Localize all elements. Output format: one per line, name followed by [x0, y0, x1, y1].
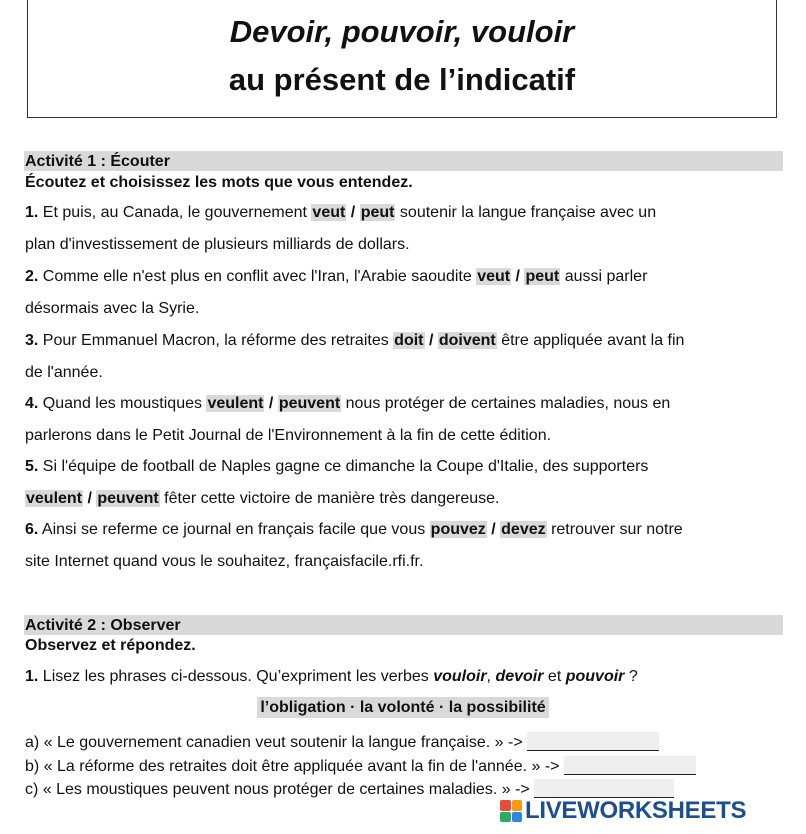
logo-square-icon: [500, 812, 511, 823]
item6-line1: [25, 521, 683, 539]
liveworksheets-text: LIVEWORKSHEETS: [525, 797, 747, 824]
choice-option[interactable]: doivent: [438, 332, 496, 349]
question1: [25, 668, 638, 686]
sentence-b: [25, 756, 696, 776]
item3-line1: [25, 332, 684, 350]
choice-option[interactable]: devez: [501, 521, 546, 538]
choice-option[interactable]: peut: [360, 204, 395, 221]
choice-option[interactable]: peut: [525, 268, 560, 285]
item-text: fêter cette victoire de manière très dangereuse.: [164, 490, 500, 507]
choice-option[interactable]: peuvent: [97, 490, 159, 507]
item-number: 6.: [25, 521, 39, 538]
item4-line2: parlerons dans le Petit Journal de l'Environnement à la fin de cette édition.: [25, 427, 552, 444]
answer-input[interactable]: [564, 756, 696, 775]
item-number: 1.: [25, 204, 39, 221]
item-number: 3.: [25, 332, 39, 349]
item-text: nous protéger de certaines maladies, nous en: [345, 395, 671, 412]
choice-separator: /: [491, 521, 496, 538]
choice-separator: /: [350, 204, 356, 221]
item3-line2: de l'année.: [25, 364, 103, 381]
item-text: aussi parler: [564, 268, 648, 285]
item6-line2: site Internet quand vous le souhaitez, françaisfacile.rfi.fr.: [25, 553, 424, 570]
item1-line2: plan d'investissement de plusieurs milliards de dollars.: [25, 236, 410, 253]
item5-line2: [25, 490, 499, 508]
item-text: retrouver sur notre: [551, 521, 683, 538]
verb-vouloir: vouloir: [433, 668, 487, 685]
logo-square-icon: [512, 812, 523, 823]
item-number: 4.: [25, 395, 39, 412]
choice-separator: /: [515, 268, 520, 285]
verb-pouvoir: pouvoir: [565, 668, 625, 685]
choice-separator: /: [428, 332, 434, 349]
item5-line1: [25, 458, 648, 476]
item-text: être appliquée avant la fin: [501, 332, 685, 349]
question-text: Lisez les phrases ci-dessous. Qu’expriment les verbes: [42, 668, 429, 685]
page-subtitle: au présent de l’indicatif: [228, 62, 576, 97]
choice-option[interactable]: veulent: [207, 395, 264, 412]
item-text: Comme elle n'est plus en conflit avec l'Iran, l'Arabie saoudite: [42, 268, 472, 285]
question-number: 1.: [25, 668, 39, 685]
item4-line1: [25, 395, 670, 413]
item1-line1: [25, 204, 656, 222]
activity1-instruction: Écoutez et choisissez les mots que vous entendez.: [25, 174, 413, 191]
liveworksheets-logo-icon: [500, 800, 522, 822]
item-text: soutenir la langue française avec un: [399, 204, 657, 221]
item2-line1: [25, 268, 647, 286]
logo-square-icon: [512, 800, 523, 811]
item-text: Ainsi se referme ce journal en français facile que vous: [41, 521, 426, 538]
choice-option[interactable]: veulent: [26, 490, 83, 507]
answer-input[interactable]: [527, 732, 659, 751]
item-number: 2.: [25, 268, 39, 285]
sentence-a: [25, 732, 659, 752]
verb-devoir: devoir: [495, 668, 544, 685]
title-box: [27, 0, 777, 118]
item-text: Pour Emmanuel Macron, la réforme des retraites: [42, 332, 389, 349]
conjunction: et: [547, 668, 562, 685]
choice-option[interactable]: doit: [394, 332, 424, 349]
sentence-text: a) « Le gouvernement canadien veut soutenir la langue française. » ->: [25, 734, 523, 751]
activity1-heading: Activité 1 : Écouter: [24, 151, 783, 171]
choice-option[interactable]: peuvent: [278, 395, 341, 412]
item-text: Si l'équipe de football de Naples gagne ce dimanche la Coupe d'Italie, des supporters: [42, 458, 649, 475]
activity2-heading: Activité 2 : Observer: [24, 615, 783, 635]
sentence-text: c) « Les moustiques peuvent nous protéger de certaines maladies. » ->: [25, 781, 530, 798]
page-title: Devoir, pouvoir, vouloir: [229, 14, 575, 49]
item-number: 5.: [25, 458, 39, 475]
question-mark: ?: [628, 668, 638, 685]
item-text: Et puis, au Canada, le gouvernement: [42, 204, 307, 221]
choice-option[interactable]: veut: [312, 204, 346, 221]
choice-option[interactable]: pouvez: [430, 521, 486, 538]
choices-list: l’obligation · la volonté · la possibilité: [257, 697, 548, 718]
choice-separator: /: [268, 395, 274, 412]
liveworksheets-watermark: [500, 795, 746, 827]
sentence-text: b) « La réforme des retraites doit être appliquée avant la fin de l'année. » ->: [25, 758, 560, 775]
comma: ,: [486, 668, 491, 685]
choices-row: [0, 699, 806, 717]
choice-option[interactable]: veut: [477, 268, 511, 285]
logo-square-icon: [500, 800, 511, 811]
item2-line2: désormais avec la Syrie.: [25, 300, 200, 317]
item-text: Quand les moustiques: [42, 395, 202, 412]
activity2-instruction: Observez et répondez.: [25, 637, 196, 654]
choice-separator: /: [87, 490, 92, 507]
